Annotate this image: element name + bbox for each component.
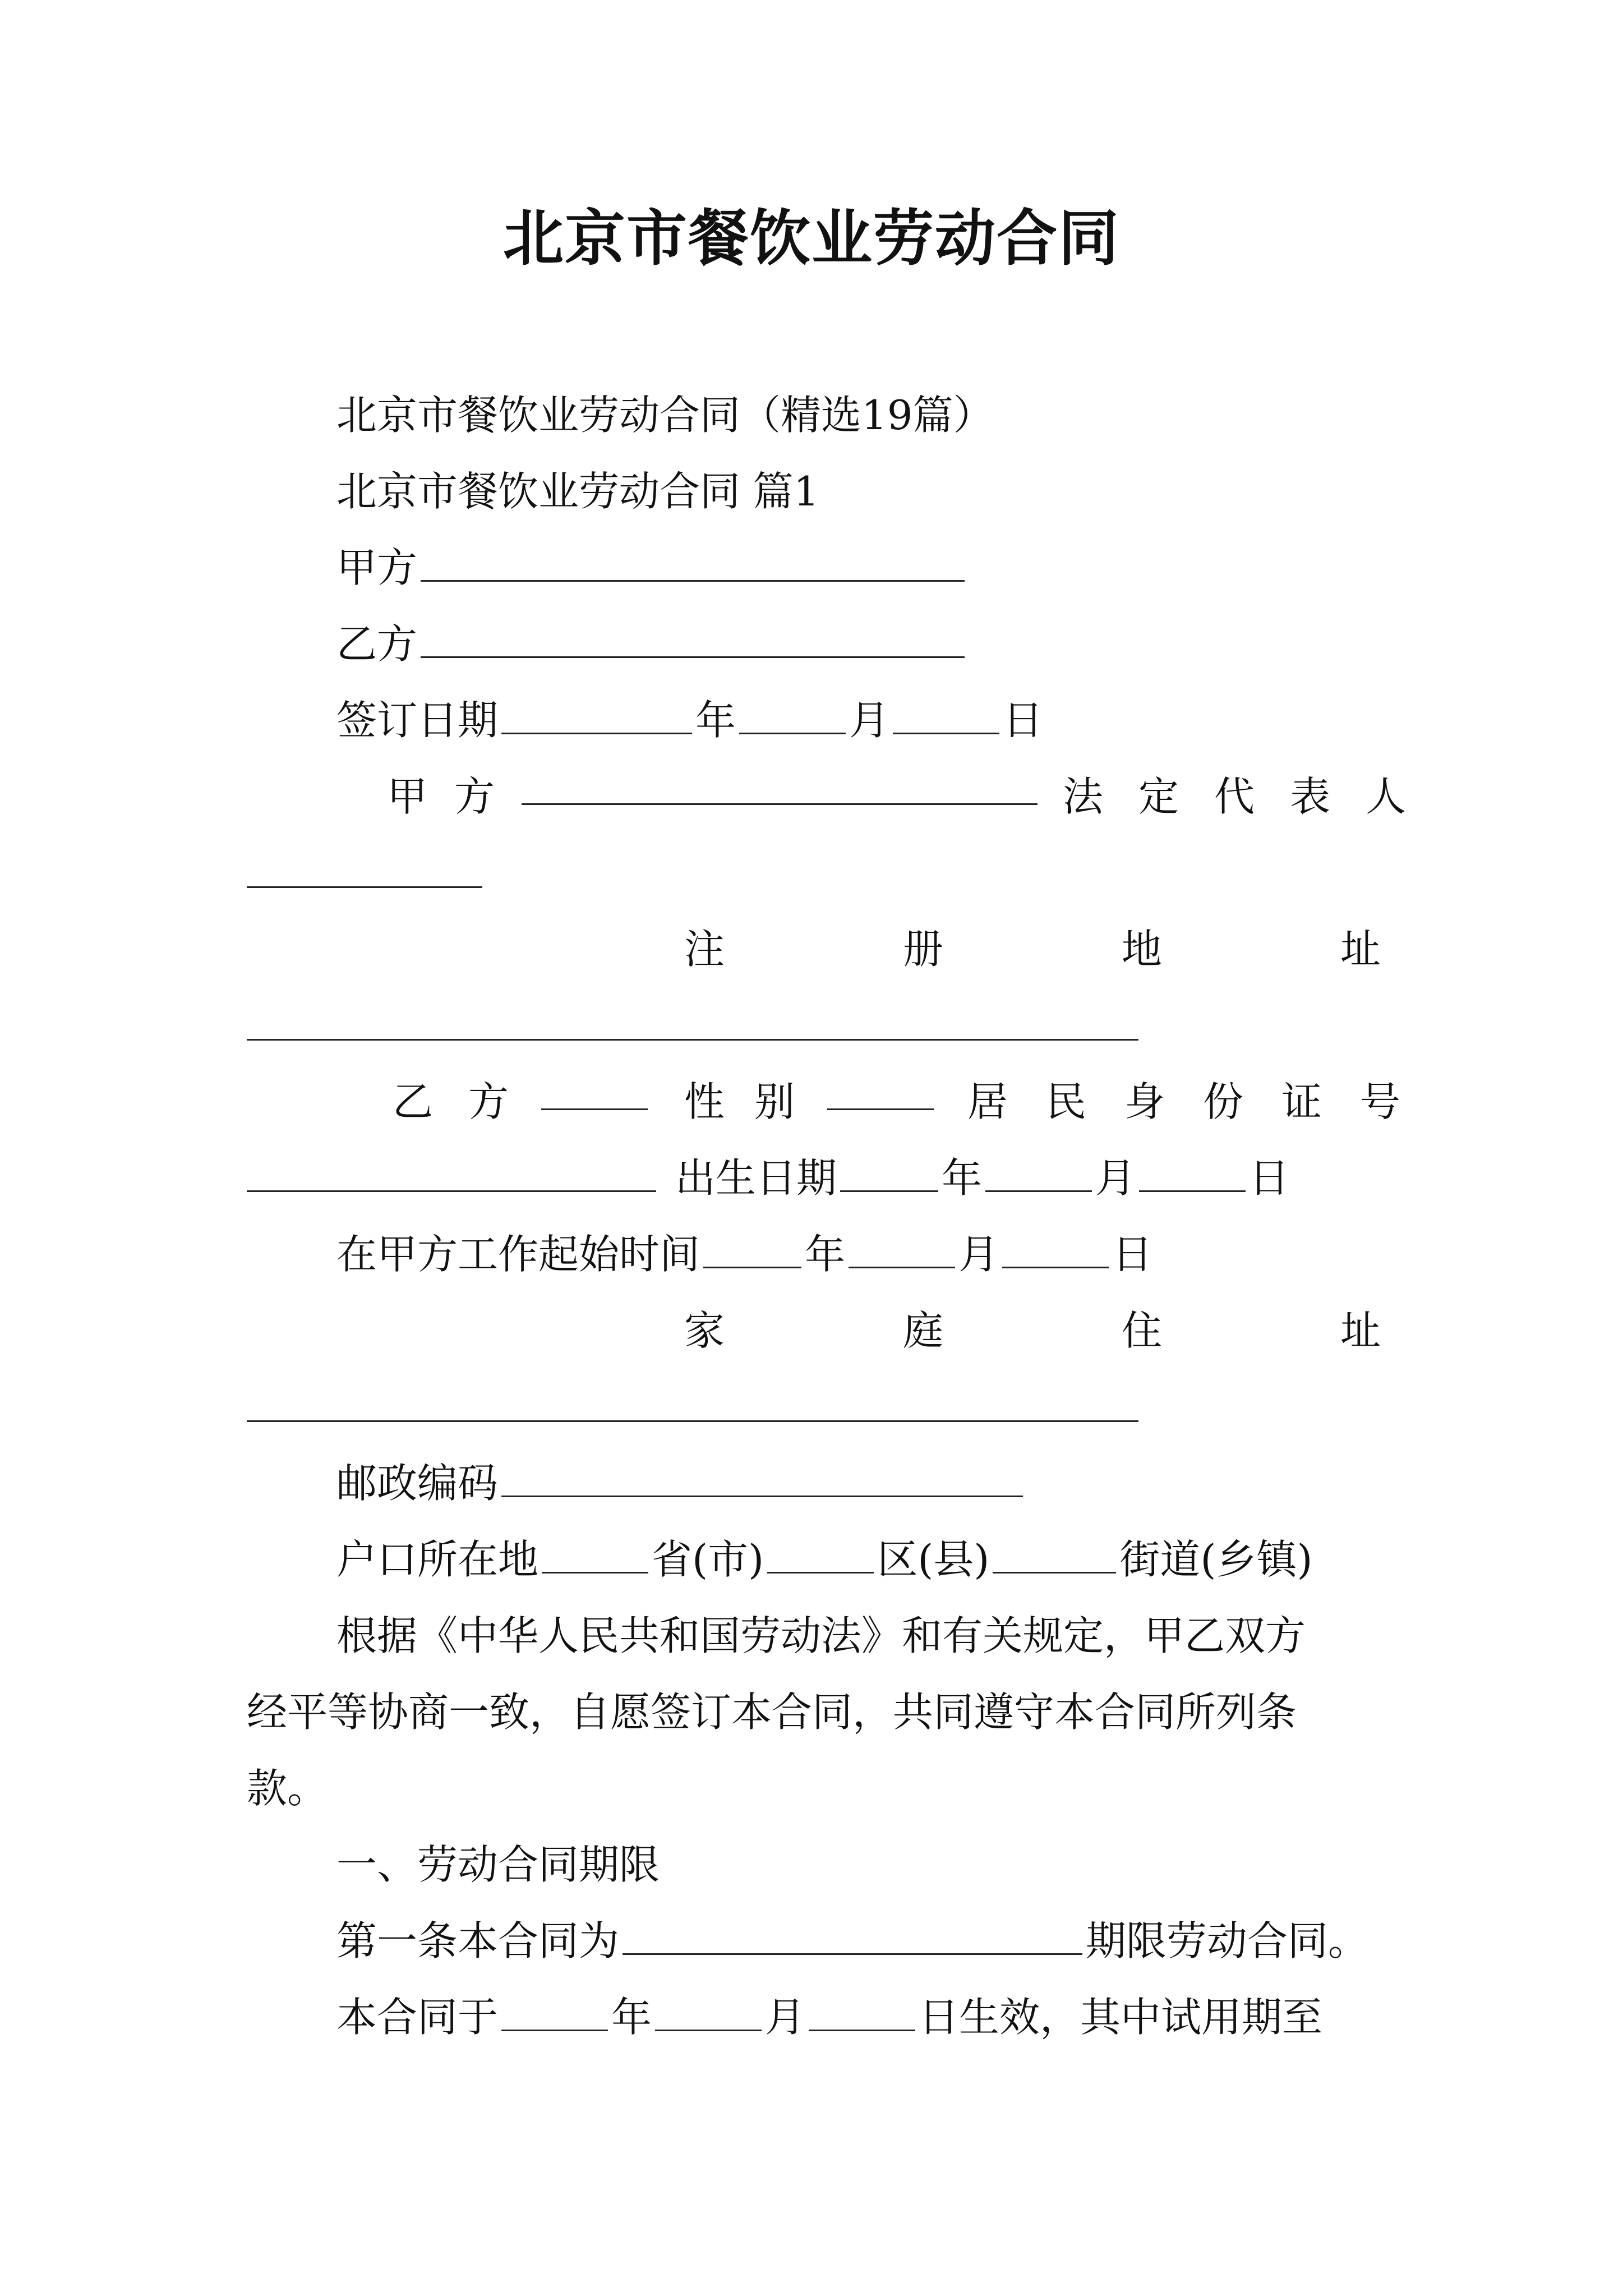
day-label: 日 [1003,697,1044,744]
signing-date-label: 签订日期 [336,697,499,744]
reg-address-char-1: 注 [684,926,725,973]
work-year-label: 年 [805,1231,846,1278]
article-1-suffix: 期限劳动合同。 [1086,1917,1369,1964]
effective-month-label: 月 [765,1994,806,2041]
hukou-line [336,1531,1313,1588]
legal-rep-char-4: 表 [1290,773,1331,820]
district-label: 区(县) [877,1536,990,1583]
effective-label: 本合同于 [336,1994,499,2041]
legal-rep-char-3: 代 [1214,773,1255,820]
hukou-label: 户口所在地 [336,1536,539,1583]
reg-address-blank[interactable] [247,1039,1138,1041]
party-b-char-2: 方 [468,1078,509,1125]
document-subtitle: 北京市餐饮业劳动合同（精选19篇） [336,392,994,439]
hukou-district-blank[interactable] [767,1537,874,1573]
month-label: 月 [849,697,890,744]
id-char-2: 民 [1046,1078,1087,1125]
work-start-label: 在甲方工作起始时间 [336,1231,700,1278]
legal-rep-char-5: 人 [1366,773,1407,820]
postal-code-label: 邮政编码 [336,1460,499,1507]
party-b-label: 乙方 [336,620,418,668]
paragraph-1-line-1: 根据《中华人民共和国劳动法》和有关规定，甲乙双方 [336,1612,1306,1659]
contract-term-blank[interactable] [623,1918,1082,1955]
birth-date-line [247,1150,1289,1206]
party-a-char-2: 方 [454,773,495,820]
reg-address-line [0,921,1623,977]
reg-address-char-4: 址 [1340,926,1381,973]
work-year-blank[interactable] [703,1232,801,1268]
paragraph-1-line-2: 经平等协商一致，自愿签订本合同，共同遵守本合同所列条 [247,1688,1297,1736]
legal-rep-line [0,769,1623,825]
id-char-5: 证 [1281,1078,1322,1125]
effective-date-line [336,1989,1322,2045]
id-char-6: 号 [1360,1078,1401,1125]
street-label: 街道(乡镇) [1119,1536,1313,1583]
effective-day-blank[interactable] [809,1995,915,2031]
reg-address-char-2: 册 [903,926,944,973]
party-b-name-blank[interactable] [541,1074,648,1110]
id-char-3: 身 [1124,1078,1165,1125]
birth-month-blank[interactable] [985,1156,1092,1192]
article-1-label: 第一条本合同为 [336,1917,620,1964]
legal-rep-blank[interactable] [247,886,482,888]
party-a-name-blank[interactable] [522,769,1038,805]
signing-date-line [336,692,1043,748]
birth-day-label: 日 [1249,1154,1290,1202]
party-b-info-line [0,1074,1623,1130]
chapter-1-heading: 一、劳动合同期限 [336,1841,660,1888]
home-address-char-1: 家 [684,1307,725,1354]
legal-rep-char-1: 法 [1063,773,1104,820]
party-b-blank[interactable] [421,622,965,658]
signing-day-blank[interactable] [893,698,999,734]
home-address-line [0,1303,1623,1359]
birth-date-label: 出生日期 [675,1154,837,1202]
party-a-line [336,540,968,596]
article-1-line [336,1913,1368,1969]
effective-month-blank[interactable] [655,1995,762,2031]
postal-code-line [336,1455,1026,1511]
hukou-street-blank[interactable] [993,1537,1116,1573]
postal-code-blank[interactable] [501,1461,1023,1497]
id-number-blank[interactable] [247,1156,656,1192]
work-start-line [336,1226,1152,1282]
signing-month-blank[interactable] [739,698,846,734]
home-address-char-2: 庭 [903,1307,944,1354]
birth-year-label: 年 [942,1154,983,1202]
home-address-char-4: 址 [1340,1307,1381,1354]
party-b-line [336,616,968,672]
work-day-label: 日 [1112,1231,1153,1278]
effective-year-label: 年 [611,1994,652,2041]
birth-year-blank[interactable] [840,1156,938,1192]
section-heading: 北京市餐饮业劳动合同 篇1 [336,468,819,515]
year-label: 年 [695,697,736,744]
signing-year-blank[interactable] [501,698,692,734]
gender-char-2: 别 [754,1078,795,1125]
birth-month-label: 月 [1095,1154,1136,1202]
paragraph-1-line-3: 款。 [247,1765,328,1812]
party-a-blank[interactable] [421,545,965,582]
reg-address-char-3: 地 [1122,926,1163,973]
home-address-char-3: 住 [1122,1307,1163,1354]
birth-day-blank[interactable] [1139,1156,1246,1192]
legal-rep-char-2: 定 [1138,773,1179,820]
effective-suffix: 日生效，其中试用期至 [919,1994,1323,2041]
gender-blank[interactable] [827,1074,934,1110]
party-b-char-1: 乙 [393,1078,434,1125]
party-a-label: 甲方 [336,544,418,591]
hukou-province-blank[interactable] [542,1537,648,1573]
province-label: 省(市) [652,1536,764,1583]
party-a-char-1: 甲 [387,773,428,820]
effective-year-blank[interactable] [501,1995,608,2031]
document-title: 北京市餐饮业劳动合同 [502,203,1120,274]
work-day-blank[interactable] [1002,1232,1109,1268]
id-char-1: 居 [967,1078,1008,1125]
home-address-blank[interactable] [247,1420,1138,1422]
gender-char-1: 性 [684,1078,725,1125]
id-char-4: 份 [1203,1078,1244,1125]
work-month-label: 月 [958,1231,999,1278]
work-month-blank[interactable] [849,1232,955,1268]
